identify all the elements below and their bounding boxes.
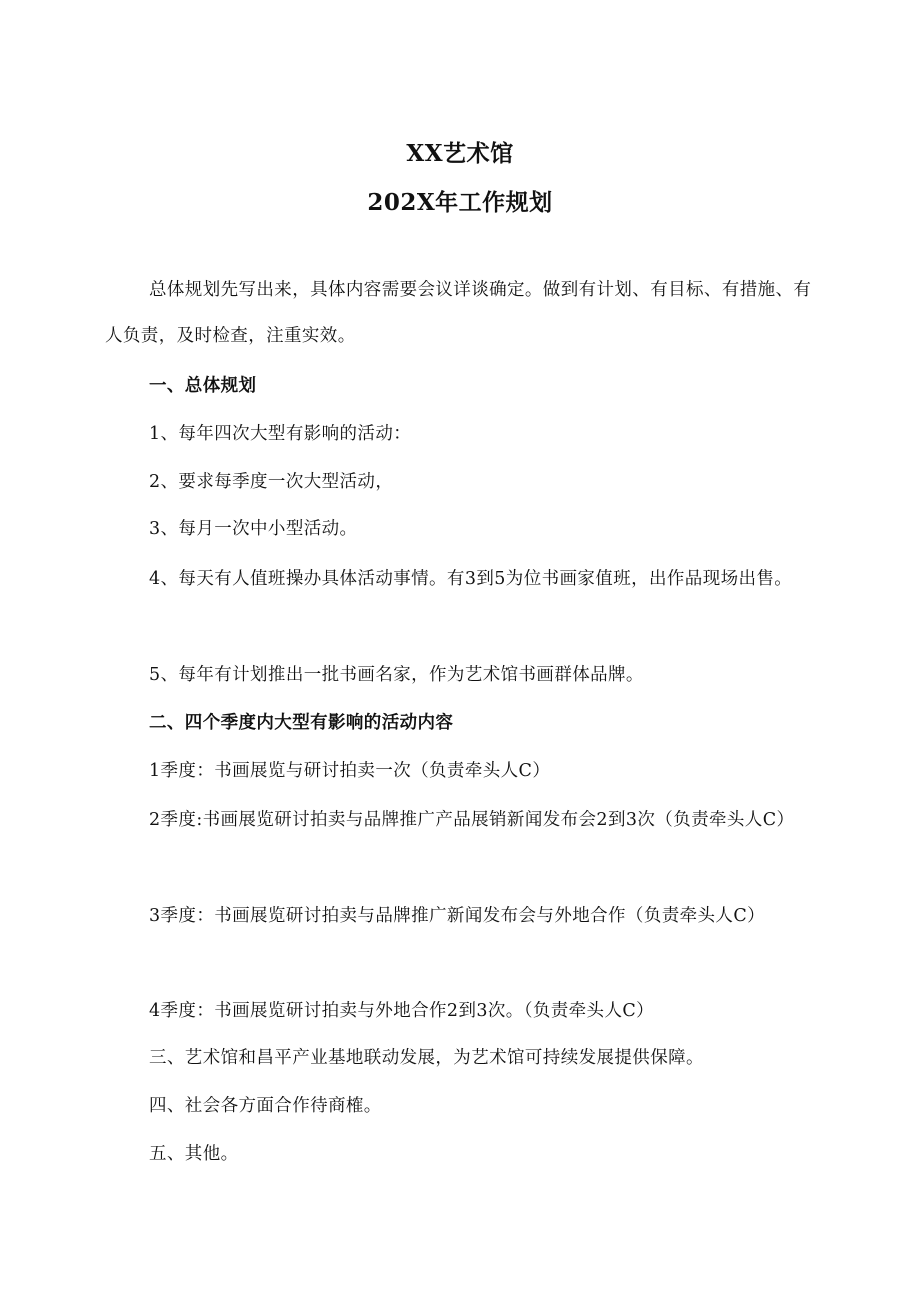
document-subtitle: 202X年工作规划 bbox=[367, 189, 553, 216]
section-1-item-4: 4、每天有人值班操办具体活动事情。有3到5为位书画家值班，出作品现场出售。 bbox=[149, 569, 793, 589]
intro-paragraph: 总体规划先写出来，具体内容需要会议详谈确定。做到有计划、有目标、有措施、有人负责，及时检查，注重实效。 bbox=[105, 280, 812, 346]
section-2-heading: 二、四个季度内大型有影响的活动内容 bbox=[149, 713, 454, 733]
section-2-item-1: 1季度：书画展览与研讨拍卖一次（负责牵头人C） bbox=[149, 761, 551, 781]
section-3-paragraph: 三、艺术馆和昌平产业基地联动发展，为艺术馆可持续发展提供保障。 bbox=[149, 1048, 704, 1068]
section-1-item-1: 1、每年四次大型有影响的活动： bbox=[149, 424, 412, 444]
section-4-paragraph: 四、社会各方面合作待商榷。 bbox=[149, 1096, 382, 1116]
section-1-item-3: 3、每月一次中小型活动。 bbox=[149, 519, 358, 539]
section-1-heading: 一、总体规划 bbox=[149, 376, 257, 396]
section-2-item-2: 2季度:书画展览研讨拍卖与品牌推广产品展销新闻发布会2到3次（负责牵头人C） bbox=[149, 810, 795, 830]
section-2-item-4: 4季度：书画展览研讨拍卖与外地合作2到3次。（负责牵头人C） bbox=[149, 1001, 655, 1021]
section-1-item-5: 5、每年有计划推出一批书画名家，作为艺术馆书画群体品牌。 bbox=[149, 665, 644, 685]
section-2-item-3: 3季度：书画展览研讨拍卖与品牌推广新闻发布会与外地合作（负责牵头人C） bbox=[149, 906, 766, 926]
section-1-item-2: 2、要求每季度一次大型活动， bbox=[149, 472, 394, 492]
document-title: XX艺术馆 bbox=[406, 140, 514, 167]
section-5-paragraph: 五、其他。 bbox=[149, 1144, 239, 1164]
